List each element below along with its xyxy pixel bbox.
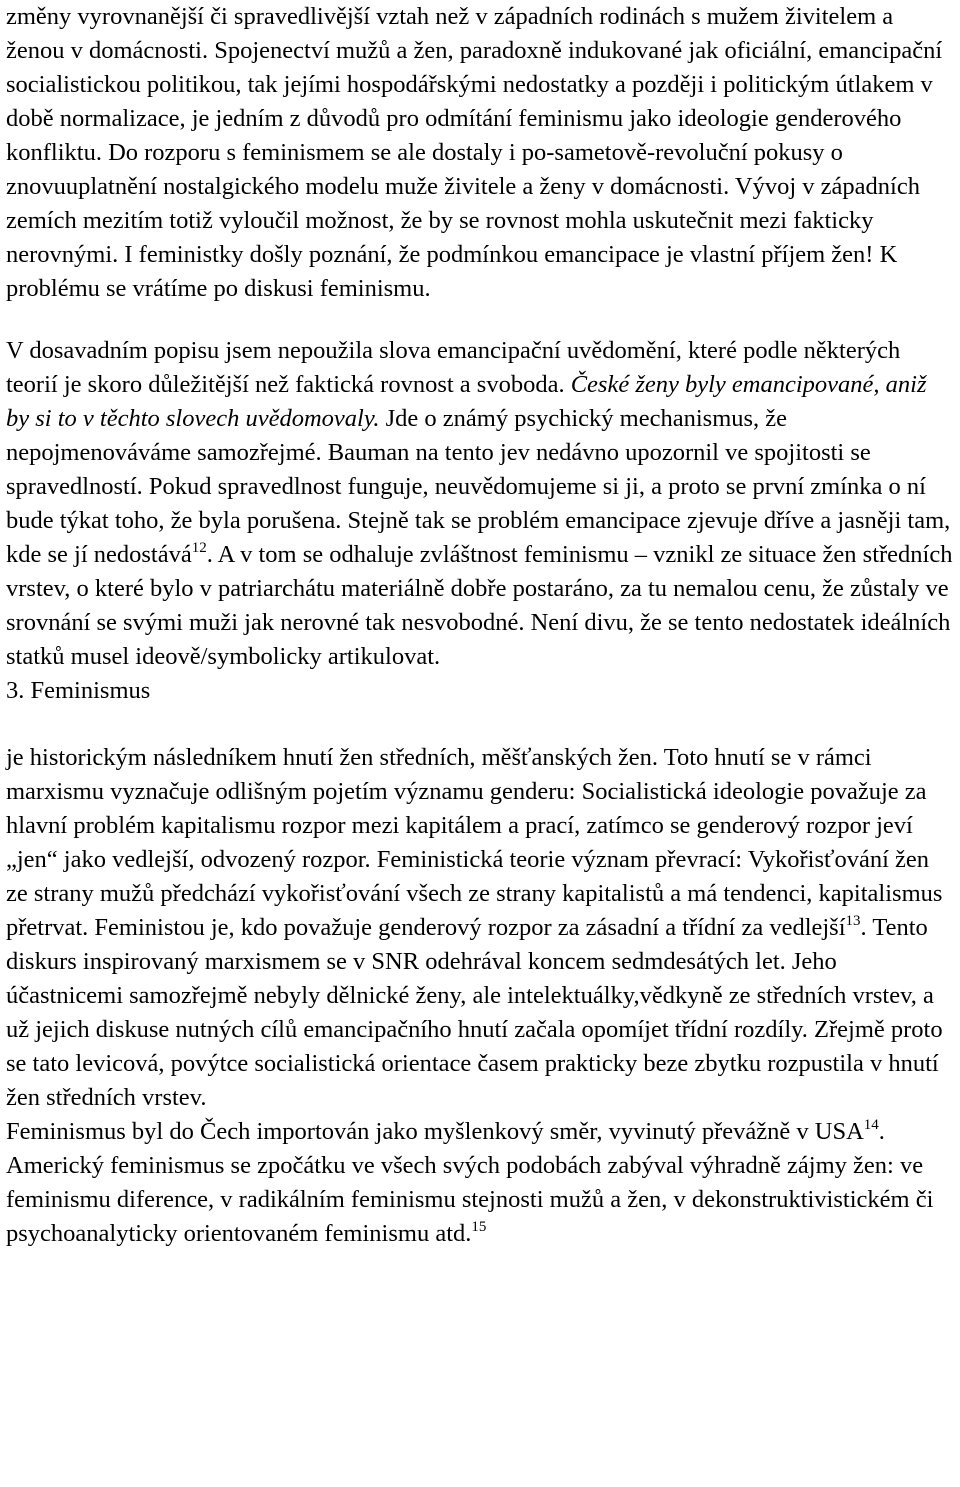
document-page bbox=[6, 0, 954, 1251]
paragraph-text: je historickým následníkem hnutí žen středních, měšťanských žen. Toto hnutí se v rámci marxismu vyznačuje odlišným pojetím významu genderu: Socialistická ideologie považuje za hlavní problém kapitalismu rozpor mezi kapitálem a prací, zatímco se genderový rozpor jeví „jen“ jako vedlejší, odvozený rozpor. Feministická teorie význam převrací: Vykořisťování žen ze strany mužů předchází vykořisťování všech ze strany kapitalistů a má tendenci, kapitalismus přetrvat. Feministou je, kdo považuje genderový rozpor za zásadní a třídní za vedlejší bbox=[6, 744, 943, 941]
paragraph-feminism-import bbox=[6, 1115, 954, 1251]
paragraph-text: . A v tom se odhaluje zvláštnost feminismu – vznikl ze situace žen středních vrstev, o které bylo v patriarchátu materiálně dobře postaráno, za tu nemalou cenu, že zůstaly ve srovnání se svými muži jak nerovné tak nesvobodné. Není divu, že se tento nedostatek ideálních statků musel ideově/symbolicky artikulovat. bbox=[6, 541, 953, 670]
paragraph-text: Jde o známý psychický mechanismus, že nepojmenováváme samozřejmé. Bauman na tento jev nedávno upozornil ve spojitosti se spravedlností. Pokud spravedlnost funguje, neuvědomujeme si ji, a proto se první zmínka o ní bude týkat toho, že byla porušena. Stejně tak se problém emancipace zjevuje dříve a jasněji tam, kde se jí nedostává bbox=[6, 405, 951, 568]
paragraph-text: Feminismus byl do Čech importován jako myšlenkový směr, vyvinutý převážně v USA bbox=[6, 1118, 864, 1145]
footnote-marker[interactable]: 15 bbox=[471, 1219, 487, 1235]
section-heading: 3. Feminismus bbox=[6, 677, 151, 704]
paragraph-text: . Americký feminismus se zpočátku ve všech svých podobách zabýval výhradně zájmy žen: ve feminismu diference, v radikálním feminismu stejnosti mužů a žen, v dekonstruktivistickém či psychoanalyticky orientovaném feminismu atd. bbox=[6, 1118, 934, 1247]
paragraph-text: V dosavadním popisu jsem nepoužila slova emancipační uvědomění, které podle některých teorií je skoro důležitější než faktická rovnost a svoboda. bbox=[6, 337, 901, 398]
paragraph-emancipation bbox=[6, 334, 954, 674]
paragraph-text: změny vyrovnanější či spravedlivější vztah než v západních rodinách s mužem živitelem a ženou v domácnosti. Spojenectví mužů a žen, paradoxně indukované jak oficiální, emancipační socialistickou politikou, tak jejími hospodářskými nedostatky a později i politickým útlakem v době normalizace, je jedním z důvodů pro odmítání feminismu jako ideologie genderového konfliktu. Do rozporu s feminismem se ale dostaly i po-sametově-revoluční pokusy o znovuuplatnění nostalgického modelu muže živitele a ženy v domácnosti. Vývoj v západních zemích mezitím totiž vyloučil možnost, že by se rovnost mohla uskutečnit mezi fakticky nerovnými. I feministky došly poznání, že podmínkou emancipace je vlastní příjem žen! K problému se vrátíme po diskusi feminismu. bbox=[6, 3, 943, 302]
paragraph-text: . Tento diskurs inspirovaný marxismem se v SNR odehrával koncem sedmdesátých let. Jeho účastnicemi samozřejmě nebyly dělnické ženy, ale intelektuálky,vědkyně ze středních vrstev, a už jejich diskuse nutných cílů emancipačního hnutí začala opomíjet třídní rozdíly. Zřejmě proto se tato levicová, povýtce socialistická orientace časem prakticky beze zbytku rozpustila v hnutí žen středních vrstev. bbox=[6, 914, 943, 1111]
footnote-marker[interactable]: 13 bbox=[845, 913, 861, 929]
paragraph-feminism-history bbox=[6, 741, 954, 1115]
footnote-marker[interactable]: 14 bbox=[863, 1117, 879, 1133]
paragraph-continuation bbox=[6, 0, 954, 306]
footnote-marker[interactable]: 12 bbox=[191, 540, 207, 556]
italic-sentence: České ženy byly emancipované, aniž by si to v těchto slovech uvědomovaly. bbox=[6, 371, 927, 432]
